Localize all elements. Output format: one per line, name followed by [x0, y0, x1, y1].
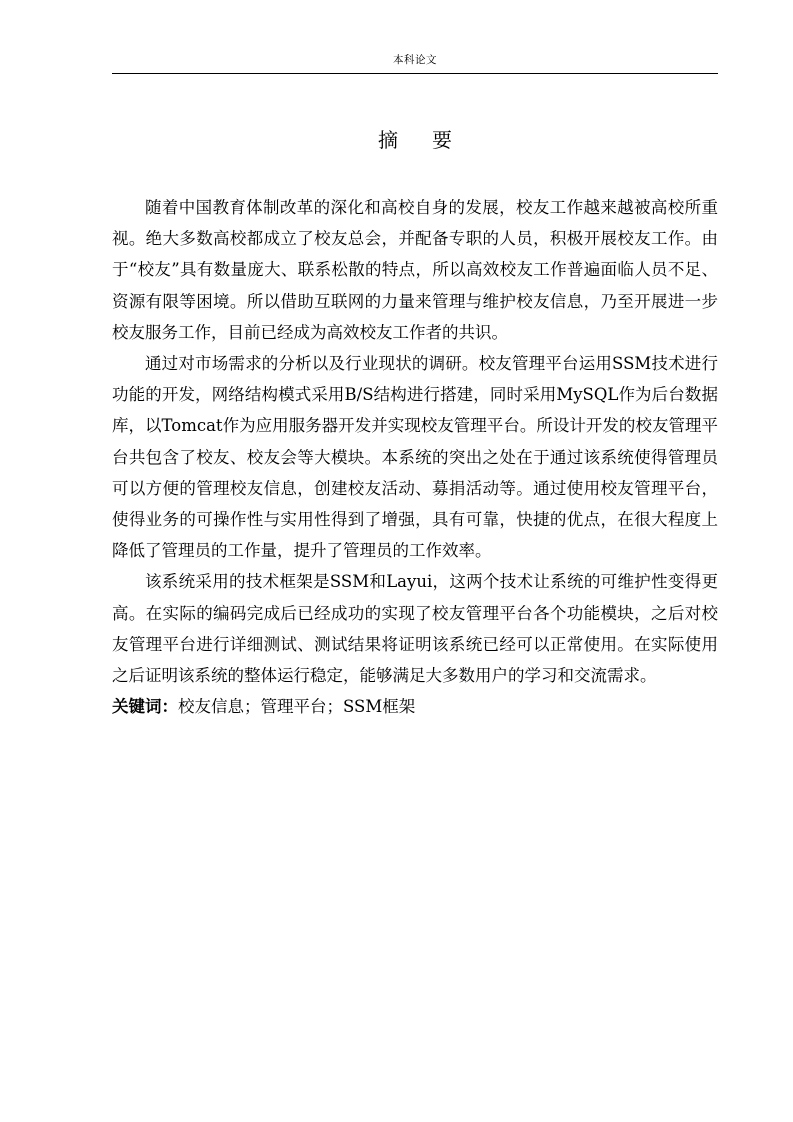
running-header: 本科论文: [393, 54, 437, 66]
abstract-paragraph-2: 通过对市场需求的分析以及行业现状的调研。校友管理平台运用SSM技术进行功能的开发，网络结构模式采用B/S结构进行搭建，同时采用MySQL作为后台数据库，以Tomcat作为应用服务器开发并实现校友管理平台。所设计开发的校友管理平台共包含了校友、校友会等大模块。本系统的突出之处在于通过该系统使得管理员可以方便的管理校友信息，创建校友活动、募捐活动等。通过使用校友管理平台，使得业务的可操作性与实用性得到了增强，具有可靠，快捷的优点，在很大程度上降低了管理员的工作量，提升了管理员的工作效率。: [112, 354, 718, 561]
keywords-label: 关键词：: [112, 697, 178, 717]
header-divider: [112, 73, 718, 74]
abstract-body: [112, 192, 718, 722]
abstract-paragraph-1: 随着中国教育体制改革的深化和高校自身的发展，校友工作越来越被高校所重视。绝大多数高校都成立了校友总会，并配备专职的人员，积极开展校友工作。由于“校友”具有数量庞大、联系松散的特点，所以高效校友工作普遍面临人员不足、资源有限等困境。所以借助互联网的力量来管理与维护校友信息，乃至开展进一步校友服务工作，目前已经成为高效校友工作者的共识。: [112, 198, 718, 342]
abstract-title: 摘要: [378, 128, 486, 152]
keywords-line: [112, 691, 718, 722]
keywords-text: 校友信息；管理平台；SSM框架: [178, 697, 416, 717]
abstract-paragraph-3: 该系统采用的技术框架是SSM和Layui，这两个技术让系统的可维护性变得更高。在实际的编码完成后已经成功的实现了校友管理平台各个功能模块，之后对校友管理平台进行详细测试、测试结果将证明该系统已经可以正常使用。在实际使用之后证明该系统的整体运行稳定，能够满足大多数用户的学习和交流需求。: [112, 572, 718, 686]
